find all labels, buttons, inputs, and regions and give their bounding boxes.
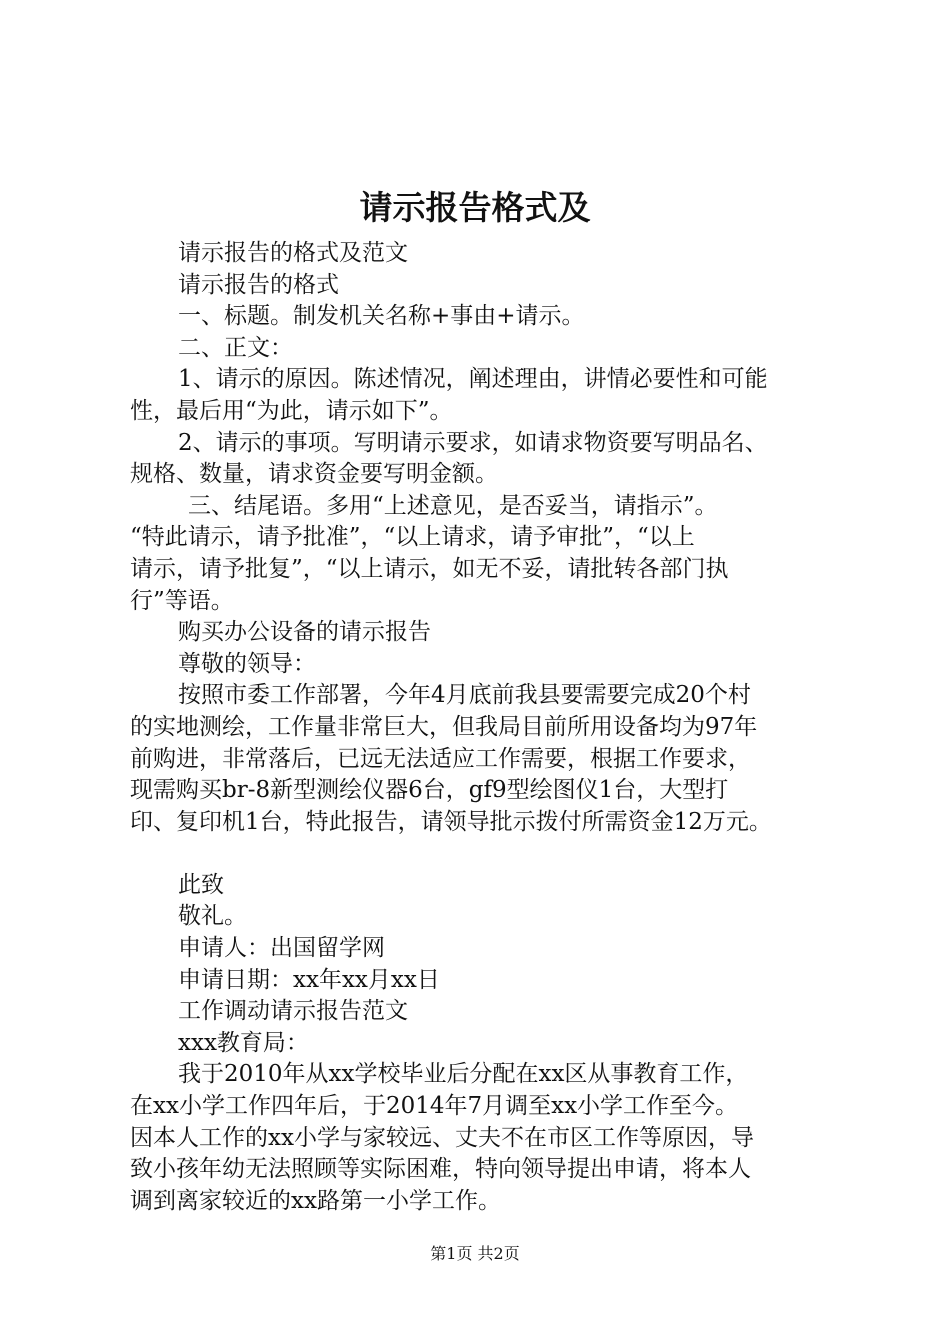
page-number-footer: 第1页 共2页 bbox=[430, 1244, 520, 1263]
text-line: “特此请示，请予批准”，“以上请求，请予审批”，“以上 bbox=[130, 524, 695, 551]
document-title: 请示报告格式及 bbox=[359, 188, 591, 227]
text-line: 2、请示的事项。写明请示要求，如请求物资要写明品名、 bbox=[178, 429, 768, 456]
text-line: 二、正文： bbox=[178, 334, 293, 361]
document-body bbox=[130, 238, 835, 1217]
text-line: 性，最后用“为此，请示如下”。 bbox=[130, 397, 453, 424]
text-line: 因本人工作的xx小学与家较远、丈夫不在市区工作等原因，导 bbox=[130, 1124, 754, 1151]
text-line: 致小孩年幼无法照顾等实际困难，特向领导提出申请，将本人 bbox=[130, 1156, 751, 1183]
text-line: 规格、数量，请求资金要写明金额。 bbox=[130, 461, 498, 488]
text-line: 请示报告的格式及范文 bbox=[178, 240, 408, 266]
text-line: 在xx小学工作四年后，于2014年7月调至xx小学工作至今。 bbox=[130, 1093, 739, 1120]
text-line: 行”等语。 bbox=[130, 587, 234, 614]
text-line: 申请日期：xx年xx月xx日 bbox=[178, 966, 440, 993]
text-line: 此致 bbox=[178, 871, 224, 898]
text-line: 按照市委工作部署，今年4月底前我县要需要完成20个村 bbox=[178, 682, 751, 709]
text-line: 三、结尾语。多用“上述意见，是否妥当，请指示”。 bbox=[188, 492, 718, 519]
paragraph-gap bbox=[130, 838, 835, 870]
text-line: 的实地测绘，工作量非常巨大，但我局目前所用设备均为97年 bbox=[130, 713, 758, 740]
text-line: 工作调动请示报告范文 bbox=[178, 998, 408, 1025]
text-line: 申请人：出国留学网 bbox=[178, 935, 385, 962]
text-line: 现需购买br-8新型测绘仪器6台，gf9型绘图仪1台，大型打 bbox=[130, 777, 729, 804]
text-line: 1、请示的原因。陈述情况，阐述理由，讲情必要性和可能 bbox=[178, 366, 768, 393]
text-line: 请示报告的格式 bbox=[178, 271, 339, 298]
text-line: 一、标题。制发机关名称+事由+请示。 bbox=[178, 303, 585, 330]
text-line: 调到离家较近的xx路第一小学工作。 bbox=[130, 1187, 501, 1214]
text-line: 购买办公设备的请示报告 bbox=[178, 619, 431, 646]
text-line: 前购进，非常落后，已远无法适应工作需要，根据工作要求， bbox=[130, 745, 751, 772]
text-line: 尊敬的领导： bbox=[178, 650, 316, 677]
text-line: 敬礼。 bbox=[178, 903, 247, 930]
text-line: 请示，请予批复”，“以上请示，如无不妥，请批转各部门执 bbox=[130, 555, 729, 582]
text-line: 印、复印机1台，特此报告，请领导批示拨付所需资金12万元。 bbox=[130, 808, 772, 835]
text-line: 我于2010年从xx学校毕业后分配在xx区从事教育工作， bbox=[178, 1061, 749, 1088]
text-line: xxx教育局： bbox=[178, 1029, 309, 1056]
